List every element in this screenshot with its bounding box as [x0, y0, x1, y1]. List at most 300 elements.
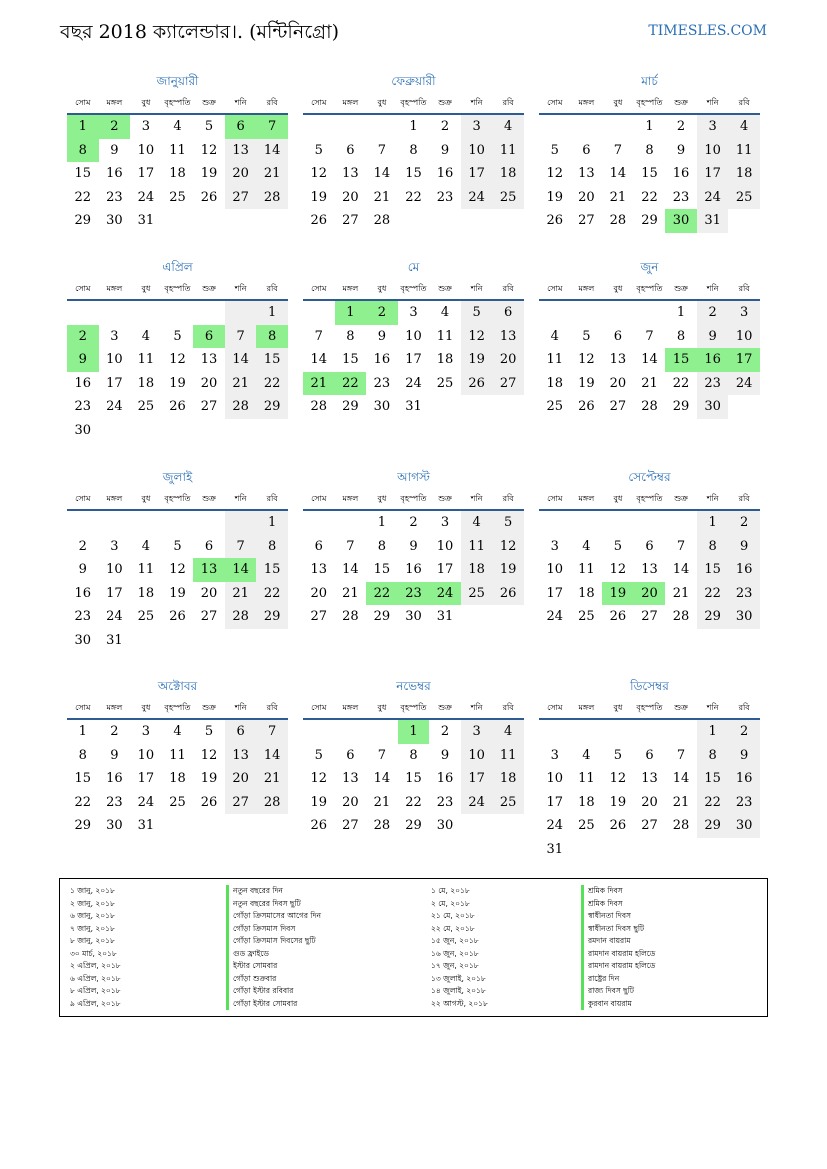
weekday-label: শনি [706, 284, 719, 293]
empty-cell [130, 301, 162, 325]
day-cell: 4 [582, 538, 591, 554]
holiday-day-cell: 1 [335, 301, 367, 325]
day-cell: 14 [373, 771, 391, 786]
day-cell: 22 [641, 189, 658, 205]
day-cell: 13 [310, 562, 328, 577]
weekday-label: রবি [502, 98, 514, 107]
day-cell: 5 [613, 747, 623, 763]
day-cell: 26 [169, 609, 186, 624]
weekday-label: সোম [547, 98, 563, 107]
day-cell: 14 [672, 562, 690, 577]
holiday-day-cell: 14 [225, 558, 257, 582]
day-cell: 3 [461, 720, 493, 744]
day-grid [539, 301, 760, 419]
month-block [67, 469, 288, 652]
day-cell: 2 [110, 724, 119, 739]
day-cell: 6 [346, 142, 355, 158]
weekday-label: বুধ [377, 494, 387, 503]
day-cell: 26 [169, 399, 186, 414]
empty-cell [303, 301, 335, 325]
day-cell: 12 [310, 771, 328, 786]
day-cell: 11 [169, 142, 186, 158]
day-cell: 20 [225, 767, 257, 791]
day-cell: 12 [609, 562, 627, 577]
day-cell: 17 [405, 352, 422, 367]
legend-holiday-name: গোঁড়া ইস্টার সোমবার [226, 998, 321, 1011]
empty-cell [303, 720, 335, 744]
day-cell: 6 [492, 301, 524, 325]
weekday-label: বুধ [613, 284, 623, 293]
day-cell: 12 [200, 142, 218, 158]
empty-cell [571, 511, 603, 535]
day-cell: 2 [78, 538, 87, 554]
day-grid [303, 115, 524, 233]
day-cell: 15 [373, 562, 391, 577]
empty-cell [602, 720, 634, 744]
day-cell: 31 [546, 841, 564, 857]
day-cell: 19 [310, 189, 328, 205]
day-cell: 26 [609, 609, 627, 624]
day-cell: 8 [697, 744, 729, 768]
day-cell: 6 [645, 538, 654, 554]
day-cell: 17 [137, 166, 155, 181]
legend-date: ১ মে, ২০১৮ [431, 886, 470, 895]
day-cell: 1 [697, 511, 729, 535]
day-cell: 2 [440, 724, 450, 739]
day-cell: 14 [342, 562, 359, 577]
day-cell: 5 [492, 511, 524, 535]
month-name: মে [407, 260, 420, 274]
empty-cell [602, 511, 634, 535]
day-cell: 20 [641, 794, 658, 810]
weekday-label: বৃহস্পতি [164, 703, 191, 712]
day-grid [539, 511, 760, 629]
day-cell: 27 [342, 213, 359, 228]
day-cell: 17 [436, 562, 454, 577]
day-cell: 27 [641, 609, 658, 624]
month-block [303, 678, 524, 838]
holiday-day-cell: 15 [665, 348, 697, 372]
weekday-label: রবি [738, 494, 750, 503]
weekday-label: রবি [266, 284, 278, 293]
legend-holiday-name: রামদান বায়রাম হলিডে [581, 960, 655, 973]
holiday-day-cell: 6 [225, 115, 257, 139]
legend-date: ৬ জানু, ২০১৮ [70, 911, 115, 920]
day-cell: 31 [137, 213, 155, 228]
day-cell: 24 [697, 186, 729, 210]
day-cell: 15 [405, 166, 422, 181]
day-cell: 21 [225, 372, 257, 396]
day-cell: 14 [256, 744, 288, 768]
day-cell: 16 [106, 771, 123, 786]
weekday-label: সোম [547, 284, 563, 293]
empty-cell [335, 511, 367, 535]
day-cell: 26 [310, 213, 328, 228]
day-cell: 27 [310, 609, 328, 624]
day-cell: 28 [641, 399, 658, 414]
weekday-label: শুক্র [202, 98, 216, 107]
holiday-day-cell: 22 [366, 582, 398, 606]
day-cell: 4 [492, 720, 524, 744]
day-cell: 11 [728, 139, 760, 163]
weekday-label: শনি [470, 703, 483, 712]
month-name: অক্টোবর [157, 679, 198, 693]
weekday-label: শনি [234, 703, 247, 712]
day-cell: 29 [373, 609, 391, 624]
legend-holiday-name: স্বাধীনতা দিবস ছুটি [581, 923, 655, 936]
month-block [539, 259, 760, 419]
legend-date: ১ জানু, ২০১৮ [70, 886, 115, 895]
day-cell: 3 [141, 119, 151, 134]
site-link[interactable]: TIMESLES.COM [648, 23, 767, 39]
day-cell: 18 [169, 771, 186, 786]
day-cell: 25 [546, 399, 564, 414]
day-cell: 17 [106, 585, 123, 601]
month-name: সেপ্টেম্বর [628, 470, 671, 484]
day-cell: 30 [74, 422, 92, 438]
empty-cell [366, 720, 398, 744]
day-cell: 4 [141, 538, 151, 554]
legend-date: ১৪ জুলাই, ২০১৮ [431, 986, 486, 995]
day-cell: 8 [78, 747, 87, 763]
weekday-label: মঙ্গল [342, 98, 359, 107]
day-cell: 23 [74, 609, 92, 624]
legend-date: ১৫ জুন, ২০১৮ [431, 936, 479, 945]
month-block [539, 678, 760, 861]
holiday-day-cell: 9 [67, 348, 99, 372]
day-cell: 6 [582, 142, 591, 158]
day-cell: 20 [578, 189, 595, 205]
day-cell: 5 [550, 142, 559, 158]
day-cell: 20 [225, 162, 257, 186]
legend-holiday-name: রাষ্ট্রের দিন [581, 973, 655, 986]
day-cell: 19 [169, 375, 186, 391]
day-cell: 2 [728, 720, 760, 744]
legend-holiday-name: ইস্টার সোমবার [226, 960, 321, 973]
day-cell: 18 [546, 375, 564, 391]
day-cell: 7 [225, 325, 257, 349]
day-cell: 28 [373, 818, 391, 833]
day-cell: 30 [106, 818, 123, 833]
empty-cell [665, 720, 697, 744]
weekday-label: মঙ্গল [106, 284, 123, 293]
weekday-label: সোম [75, 494, 91, 503]
weekday-label: বুধ [613, 98, 623, 107]
weekday-label: শুক্র [674, 284, 688, 293]
day-cell: 7 [377, 142, 387, 158]
day-cell: 23 [672, 189, 690, 205]
day-cell: 22 [672, 375, 690, 391]
day-cell: 23 [106, 189, 123, 205]
day-cell: 21 [672, 585, 690, 601]
day-cell: 20 [609, 375, 627, 391]
legend-holiday-name: গুড ফ্রাইডে [226, 948, 321, 961]
weekday-label: বৃহস্পতি [400, 284, 427, 293]
legend-date: ৮ এপ্রিল, ২০১৮ [70, 986, 121, 995]
holiday-day-cell: 21 [303, 372, 335, 396]
weekday-label: মঙ্গল [342, 703, 359, 712]
day-cell: 12 [546, 166, 564, 181]
day-cell: 15 [697, 558, 729, 582]
day-cell: 29 [697, 814, 729, 838]
day-cell: 13 [641, 771, 658, 786]
weekday-header [67, 700, 288, 720]
day-cell: 5 [314, 747, 323, 763]
empty-cell [99, 301, 131, 325]
day-cell: 3 [141, 724, 151, 739]
month-name: নভেম্বর [396, 679, 431, 693]
empty-cell [634, 301, 666, 325]
day-cell: 2 [697, 301, 729, 325]
day-cell: 25 [137, 399, 155, 414]
day-cell: 16 [74, 375, 92, 391]
day-cell: 2 [440, 119, 450, 134]
day-cell: 6 [613, 328, 623, 344]
day-cell: 11 [137, 562, 155, 577]
day-cell: 29 [256, 395, 288, 419]
day-cell: 8 [346, 328, 355, 344]
holiday-day-cell: 23 [398, 582, 430, 606]
day-cell: 8 [645, 142, 654, 158]
day-grid [539, 720, 760, 861]
legend-date: ৯ এপ্রিল, ২০১৮ [70, 998, 121, 1008]
day-cell: 11 [169, 747, 186, 763]
day-cell: 3 [461, 115, 493, 139]
day-cell: 7 [676, 538, 686, 554]
legend-date: ২ এপ্রিল, ২০১৮ [70, 961, 121, 970]
day-cell: 23 [373, 375, 391, 391]
month-block [539, 469, 760, 629]
day-cell: 1 [78, 724, 87, 739]
day-cell: 19 [310, 794, 328, 810]
day-cell: 29 [256, 605, 288, 629]
empty-cell [634, 511, 666, 535]
day-cell: 12 [578, 352, 595, 367]
day-cell: 19 [492, 558, 524, 582]
day-cell: 19 [200, 166, 218, 181]
holiday-day-cell: 2 [67, 325, 99, 349]
empty-cell [193, 301, 225, 325]
day-grid [303, 301, 524, 419]
day-cell: 17 [461, 162, 493, 186]
weekday-label: সোম [311, 703, 327, 712]
day-cell: 6 [204, 538, 214, 554]
day-cell: 13 [225, 744, 257, 768]
day-cell: 26 [461, 372, 493, 396]
legend-holiday-name: কুরবান বায়রাম [581, 998, 655, 1011]
day-cell: 20 [200, 375, 218, 391]
day-cell: 11 [578, 771, 595, 786]
legend-holiday-name: নতুন বছরের দিন [226, 885, 321, 898]
month-block [539, 73, 760, 233]
day-cell: 17 [137, 771, 155, 786]
day-cell: 23 [728, 791, 760, 815]
legend-holiday-name: স্বাধীনতা দিবস [581, 910, 655, 923]
day-cell: 13 [609, 352, 627, 367]
weekday-label: মঙ্গল [342, 494, 359, 503]
day-cell: 23 [436, 794, 454, 810]
day-cell: 6 [314, 538, 323, 554]
day-cell: 11 [461, 535, 493, 559]
weekday-label: বৃহস্পতি [636, 284, 663, 293]
day-cell: 5 [173, 328, 182, 344]
day-cell: 19 [200, 771, 218, 786]
empty-cell [571, 115, 603, 139]
weekday-label: শুক্র [202, 284, 216, 293]
weekday-label: বুধ [377, 284, 387, 293]
day-cell: 1 [377, 515, 387, 530]
day-cell: 25 [169, 794, 186, 810]
day-cell: 18 [492, 767, 524, 791]
day-cell: 20 [342, 189, 359, 205]
day-cell: 30 [74, 632, 92, 648]
day-cell: 3 [409, 305, 418, 320]
empty-cell [539, 511, 571, 535]
holiday-day-cell: 30 [665, 209, 697, 233]
weekday-label: শনি [470, 494, 483, 503]
day-cell: 26 [609, 818, 627, 833]
weekday-label: বৃহস্পতি [164, 494, 191, 503]
weekday-header [303, 700, 524, 720]
day-cell: 22 [405, 794, 422, 810]
day-cell: 27 [225, 791, 257, 815]
month-block [67, 259, 288, 442]
day-cell: 12 [609, 771, 627, 786]
day-cell: 18 [137, 585, 155, 601]
day-cell: 15 [405, 771, 422, 786]
day-cell: 11 [492, 139, 524, 163]
holiday-day-cell: 19 [602, 582, 634, 606]
day-cell: 1 [645, 119, 654, 134]
day-cell: 13 [342, 166, 359, 181]
day-cell: 28 [256, 186, 288, 210]
day-cell: 13 [641, 562, 658, 577]
day-cell: 30 [405, 609, 422, 624]
day-cell: 14 [225, 348, 257, 372]
weekday-label: শুক্র [438, 703, 452, 712]
day-cell: 26 [200, 189, 218, 205]
legend-date: ২ মে, ২০১৮ [431, 898, 470, 908]
holiday-day-cell: 17 [728, 348, 760, 372]
day-cell: 10 [436, 538, 454, 554]
day-cell: 28 [342, 609, 359, 624]
weekday-label: মঙ্গল [578, 703, 595, 712]
weekday-label: শুক্র [438, 284, 452, 293]
weekday-label: শুক্র [674, 98, 688, 107]
day-cell: 14 [672, 771, 690, 786]
day-cell: 24 [546, 609, 564, 624]
month-name: আগস্ট [397, 470, 430, 484]
day-cell: 15 [641, 166, 658, 181]
weekday-label: শনি [706, 494, 719, 503]
day-cell: 19 [546, 189, 564, 205]
empty-cell [335, 115, 367, 139]
day-cell: 31 [106, 632, 123, 648]
day-cell: 28 [310, 399, 328, 414]
weekday-label: শুক্র [438, 494, 452, 503]
weekday-label: বৃহস্পতি [400, 494, 427, 503]
day-cell: 10 [546, 562, 564, 577]
day-cell: 3 [697, 115, 729, 139]
weekday-label: মঙ্গল [106, 98, 123, 107]
empty-cell [571, 301, 603, 325]
day-cell: 16 [728, 767, 760, 791]
month-name: এপ্রিল [162, 260, 193, 274]
day-cell: 14 [609, 166, 627, 181]
legend-date: ২১ মে, ২০১৮ [431, 911, 475, 920]
weekday-label: রবি [738, 284, 750, 293]
day-cell: 12 [200, 747, 218, 763]
empty-cell [366, 115, 398, 139]
weekday-label: বৃহস্পতি [636, 98, 663, 107]
legend-date: ২২ মে, ২০১৮ [431, 923, 475, 933]
weekday-label: শনি [706, 98, 719, 107]
weekday-header [539, 95, 760, 115]
day-cell: 17 [546, 585, 564, 601]
legend-date: ৬ এপ্রিল, ২০১৮ [70, 973, 121, 983]
day-cell: 21 [256, 767, 288, 791]
weekday-label: বুধ [377, 98, 387, 107]
legend-holiday-name: গোঁড়া ক্রিসমাস দিবস [226, 923, 321, 936]
day-cell: 28 [373, 213, 391, 228]
day-cell: 18 [578, 794, 595, 810]
weekday-label: শনি [470, 284, 483, 293]
day-cell: 27 [492, 372, 524, 396]
day-cell: 27 [342, 818, 359, 833]
day-cell: 8 [697, 535, 729, 559]
day-cell: 3 [110, 538, 119, 554]
day-cell: 25 [461, 582, 493, 606]
day-cell: 26 [492, 582, 524, 606]
day-cell: 23 [436, 189, 454, 205]
day-cell: 1 [676, 305, 686, 320]
empty-cell [539, 720, 571, 744]
day-cell: 25 [137, 609, 155, 624]
day-cell: 26 [310, 818, 328, 833]
day-cell: 18 [137, 375, 155, 391]
day-cell: 9 [728, 744, 760, 768]
legend-holiday-name: নতুন বছরের দিবস ছুটি [226, 898, 321, 911]
legend-date: ১৭ জুন, ২০১৮ [431, 961, 479, 970]
legend-date: ২২ আগস্ট, ২০১৮ [431, 998, 488, 1008]
weekday-label: বুধ [613, 494, 623, 503]
day-cell: 9 [697, 325, 729, 349]
weekday-label: বৃহস্পতি [164, 98, 191, 107]
weekday-label: রবি [266, 494, 278, 503]
weekday-label: শনি [234, 494, 247, 503]
month-block [67, 678, 288, 838]
day-cell: 1 [697, 720, 729, 744]
day-cell: 17 [546, 794, 564, 810]
day-cell: 8 [256, 535, 288, 559]
day-cell: 8 [409, 142, 418, 158]
weekday-label: মঙ্গল [342, 284, 359, 293]
day-cell: 22 [74, 189, 92, 205]
legend-holiday-name: শ্রমিক দিবস [581, 898, 655, 911]
day-cell: 15 [342, 352, 359, 367]
day-cell: 13 [342, 771, 359, 786]
legend-names-column-1 [226, 885, 321, 1010]
weekday-label: বুধ [141, 284, 151, 293]
day-cell: 8 [377, 538, 387, 554]
day-cell: 16 [436, 166, 454, 181]
day-cell: 9 [377, 328, 387, 344]
day-cell: 3 [110, 328, 119, 344]
day-cell: 16 [74, 585, 92, 601]
weekday-label: শনি [234, 284, 247, 293]
legend-dates-column-1 [70, 885, 121, 1010]
weekday-header [303, 95, 524, 115]
